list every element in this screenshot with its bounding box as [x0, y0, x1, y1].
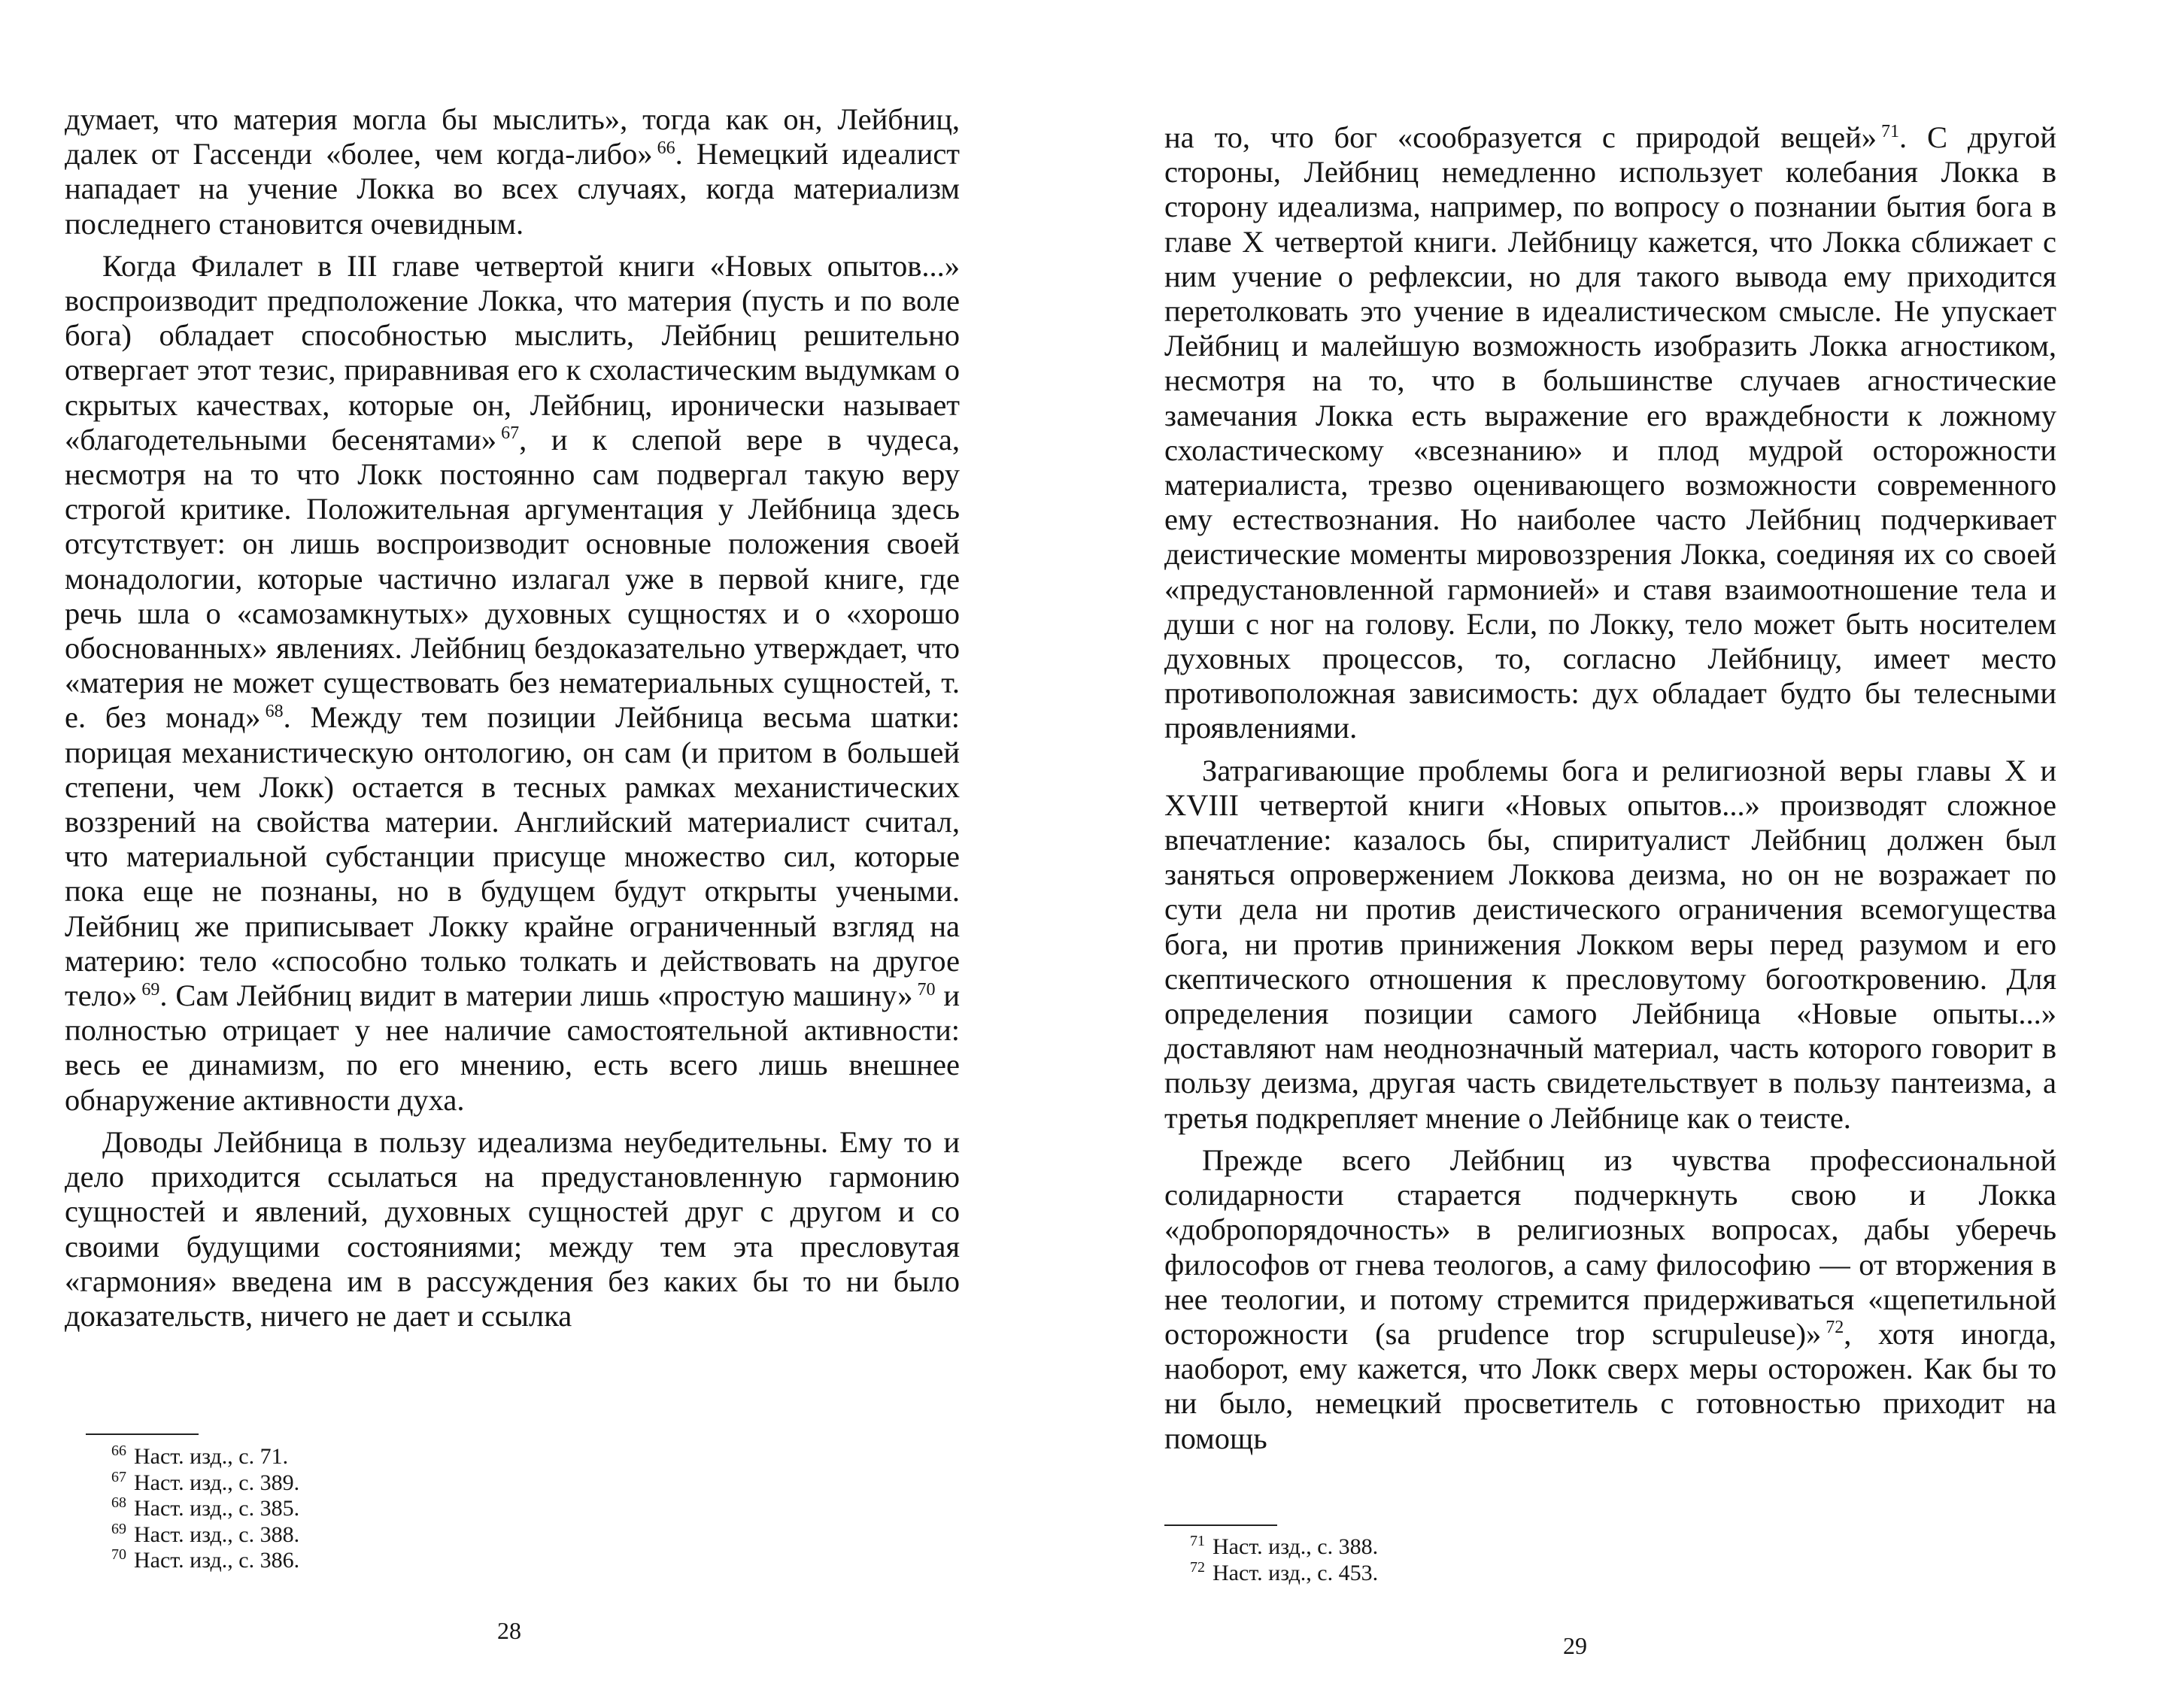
- footnote: [111, 1470, 299, 1497]
- text-run: Доводы Лейбница в пользу идеализма неубедительны. Ему то и дело приходится ссылаться на предустановленную гармонию сущностей и явлений, духовных сущностей друг с другом и со своими будущими состояниями; между тем эта пресловутая «гармония» введена им в рассуждения без каких бы то ни было доказательств, ничего не дает и ссылка: [65, 1124, 960, 1333]
- right-page: [1079, 0, 2158, 1708]
- footnote-text: Наст. изд., с. 385.: [134, 1496, 300, 1521]
- footnote-marker: 69: [141, 979, 160, 1000]
- text-run: на то, что бог «сообразуется с природой вещей»: [1164, 120, 1877, 154]
- text-run: . Между тем позиции Лейбница весьма шатки: порицая механистическую онтологию, он сам (и притом в большей степени, чем Локк) остается в тесных рамках механистических воззрений на свойства материи. Английский материалист считал, что материальной субстанции присуще множество сил, которые пока еще не познаны, но в будущем будут открыты учеными. Лейбниц же приписывает Локку крайне ограниченный взгляд на материю: тело «способно только толкать и действовать на другое тело»: [65, 700, 960, 1013]
- footnote-number: 69: [111, 1520, 126, 1537]
- footnote: [111, 1548, 299, 1574]
- text-run: . Немецкий идеалист нападает на учение Локка во всех случаях, когда материализм последнего становится очевидным.: [65, 137, 961, 241]
- footnote-text: Наст. изд., с. 71.: [134, 1444, 289, 1469]
- footnote-marker: 68: [265, 701, 284, 721]
- paragraph: [65, 249, 960, 1118]
- footnote: [1190, 1558, 1379, 1587]
- footnote: [111, 1522, 299, 1549]
- right-page-body-text: [1164, 120, 2056, 1464]
- paragraph: [1164, 754, 2056, 1136]
- paragraph: [1164, 120, 2056, 746]
- left-footnotes: [111, 1444, 299, 1574]
- footnote-text: Наст. изд., с. 388.: [1213, 1534, 1379, 1559]
- text-run: . С другой стороны, Лейбниц немедленно использует колебания Локка в сторону идеализма, например, по вопросу о познании бытия бога в главе X четвертой книги. Лейбницу кажется, что Локка сближает с ним учение о рефлексии, но для такого вывода ему приходится перетолковать это учение в идеалистическом смысле. Не упускает Лейбниц и малейшую возможность изобразить Локка агностиком, несмотря на то, что в большинстве случаев агностические замечания Локка есть выражение его враждебности к ложному схоластическому «всезнанию» и плод мудрой осторожности материалиста, трезво оценивающего возможности современного ему естествознания. Но наиболее часто Лейбниц подчеркивает деистические моменты мировоззрения Локка, соединяя их со своей «предустановленной гармонией» и ставя взаимоотношение тела и души с ног на голову. Если, по Локку, тело может быть носителем духовных процессов, то, согласно Лейбницу, имеет место противоположная зависимость: дух обладает будто бы телесными проявлениями.: [1164, 120, 2056, 745]
- text-run: и полностью отрицает у нее наличие самостоятельной активности: весь ее динамизм, по его мнению, есть всего лишь внешнее обнаружение активности духа.: [65, 978, 960, 1117]
- footnote-number: 70: [111, 1546, 126, 1563]
- footnote-text: Наст. изд., с. 389.: [134, 1470, 300, 1495]
- paragraph: [1164, 1143, 2056, 1456]
- text-run: , хотя иногда, наоборот, ему кажется, что Локк сверх меры осторожен. Как бы то ни было, немецкий просветитель с готовностью приходит на помощь: [1164, 1316, 2056, 1455]
- footnote-marker: 67: [501, 423, 520, 444]
- footnote-number: 68: [111, 1494, 126, 1511]
- text-run: , и к слепой вере в чудеса, несмотря на то что Локк постоянно сам подвергал такую веру строгой критике. Положительная аргументация у Лейбница здесь отсутствует: он лишь воспроизводит основные положения своей монадологии, которые частично излагал уже в первой книге, где речь шла о «самозамкнутых» духовных сущностях и о «хорошо обоснованных» явлениях. Лейбниц бездоказательно утверждает, что «материя не может существовать без нематериальных сущностей, т. е. без монад»: [65, 422, 960, 735]
- footnote-marker: 71: [1881, 121, 1900, 141]
- left-footnote-rule: [86, 1433, 199, 1435]
- right-footnotes: [1190, 1534, 1378, 1586]
- footnote-number: 71: [1190, 1533, 1205, 1549]
- footnote-text: Наст. изд., с. 386.: [134, 1548, 300, 1573]
- paragraph: [65, 1125, 960, 1333]
- text-run: Прежде всего Лейбниц из чувства профессиональной солидарности старается подчеркнуть свою и Локка «добропорядочность» в религиозных вопросах, дабы уберечь философов от гнева теологов, а саму философию — от вторжения в нее теологии, и потому стремится придерживаться «щепетильной осторожности (sa prudence trop scrupuleuse)»: [1164, 1142, 2056, 1351]
- paragraph: [65, 102, 960, 241]
- footnote-marker: 70: [917, 979, 936, 1000]
- text-run: Затрагивающие проблемы бога и религиозной веры главы X и XVIII четвертой книги «Новых опытов...» производят сложное впечатление: казалось бы, спиритуалист Лейбниц должен был заняться опровержением Локкова деизма, но он не возражает по сути дела ни против деистического ограничения всемогущества бога, ни против принижения Локком веры перед разумом и его скептического отношения к пресловутому богооткровению. Для определения позиции самого Лейбница «Новые опыты...» доставляют нам неоднозначный материал, часть которого говорит в пользу деизма, другая часть свидетельствует в пользу пантеизма, а третья подкрепляет мнение о Лейбнице как о теисте.: [1164, 753, 2056, 1135]
- footnote-number: 67: [111, 1468, 126, 1485]
- footnote: [111, 1496, 299, 1522]
- footnote-number: 72: [1190, 1558, 1205, 1576]
- footnote-text: Наст. изд., с. 453.: [1213, 1560, 1379, 1585]
- right-page-number: 29: [1563, 1632, 1587, 1659]
- footnote: [111, 1444, 299, 1470]
- left-page-number: 28: [497, 1617, 521, 1644]
- right-footnote-rule: [1164, 1524, 1277, 1526]
- footnote-marker: 72: [1826, 1318, 1844, 1338]
- footnote: [1190, 1534, 1378, 1561]
- footnote-marker: 66: [657, 138, 675, 158]
- footnote-number: 66: [111, 1443, 126, 1459]
- text-run: . Сам Лейбниц видит в материи лишь «простую машину»: [159, 978, 913, 1013]
- footnote-text: Наст. изд., с. 388.: [134, 1521, 300, 1547]
- left-page-body-text: [65, 102, 960, 1341]
- text-run: Когда Филалет в III главе четвертой книги «Новых опытов...» воспроизводит предположение Локка, что материя (пусть и по воле бога) обладает способностью мыслить, Лейбниц решительно отвергает этот тезис, приравнивая его к схоластическим выдумкам о скрытых качествах, которые он, Лейбниц, иронически называет «благодетельными бесенятами»: [65, 248, 960, 457]
- text-run: думает, что материя могла бы мыслить», тогда как он, Лейбниц, далек от Гассенди «более, чем когда-либо»: [65, 102, 960, 171]
